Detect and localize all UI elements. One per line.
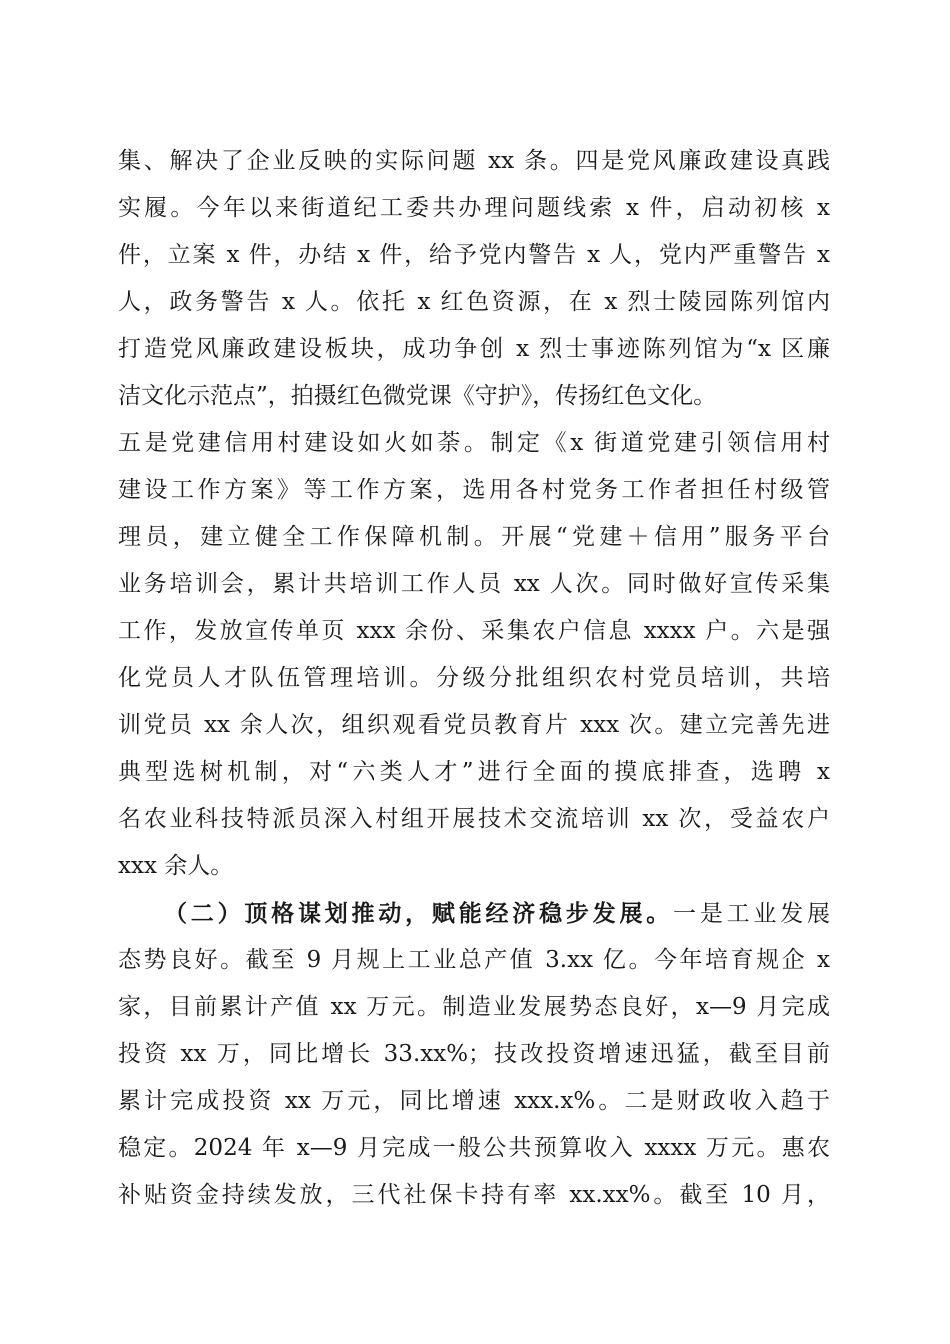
text-line: 建设工作方案》等工作方案，选用各村党务工作者担任村级管 bbox=[118, 477, 830, 503]
text-line: 投资 xx 万，同比增长 33.xx%；技改投资增速迅猛，截至目前 bbox=[118, 1041, 830, 1067]
text-line: 累计完成投资 xx 万元，同比增速 xxx.x%。二是财政收入趋于 bbox=[118, 1088, 830, 1114]
text-line: xxx 余人。 bbox=[118, 853, 234, 879]
section-heading: （二）顶格谋划推动，赋能经济稳步发展。 bbox=[164, 900, 674, 927]
text-line: 件，立案 x 件，办结 x 件，给予党内警告 x 人，党内严重警告 x bbox=[118, 242, 830, 268]
text-line: 实履。今年以来街道纪工委共办理问题线索 x 件，启动初核 x bbox=[118, 195, 830, 221]
text-line: 补贴资金持续发放，三代社保卡持有率 xx.xx%。截至 10 月， bbox=[118, 1182, 830, 1208]
text-segment: 一是工业发展 bbox=[673, 901, 831, 927]
text-line: 稳定。2024 年 x—9 月完成一般公共预算收入 xxxx 万元。惠农 bbox=[118, 1135, 830, 1161]
text-line: 五是党建信用村建设如火如荼。制定《x 街道党建引领信用村 bbox=[118, 430, 830, 456]
text-line: 集、解决了企业反映的实际问题 xx 条。四是党风廉政建设真践 bbox=[118, 148, 830, 174]
text-line: 态势良好。截至 9 月规上工业总产值 3.xx 亿。今年培育规企 x bbox=[118, 947, 830, 973]
text-line: 打造党风廉政建设板块，成功争创 x 烈士事迹陈列馆为“x 区廉 bbox=[118, 336, 830, 362]
text-line: 训党员 xx 余人次，组织观看党员教育片 xxx 次。建立完善先进 bbox=[118, 712, 830, 738]
text-line: 业务培训会，累计共培训工作人员 xx 人次。同时做好宣传采集 bbox=[118, 571, 830, 597]
text-line: 典型选树机制，对“六类人才”进行全面的摸底排查，选聘 x bbox=[118, 759, 830, 785]
text-line: 人，政务警告 x 人。依托 x 红色资源，在 x 烈士陵园陈列馆内 bbox=[118, 289, 830, 315]
body-text bbox=[118, 138, 830, 1219]
text-line: 家，目前累计产值 xx 万元。制造业发展势态良好，x—9 月完成 bbox=[118, 994, 830, 1020]
text-line: 洁文化示范点”，拍摄红色微党课《守护》，传扬红色文化。 bbox=[118, 383, 717, 409]
text-line: 工作，发放宣传单页 xxx 余份、采集农户信息 xxxx 户。六是强 bbox=[118, 618, 830, 644]
text-line: 名农业科技特派员深入村组开展技术交流培训 xx 次，受益农户 bbox=[118, 806, 830, 832]
section-heading-line bbox=[118, 890, 830, 937]
text-line: 理员，建立健全工作保障机制。开展“党建＋信用”服务平台 bbox=[118, 524, 830, 550]
text-line: 化党员人才队伍管理培训。分级分批组织农村党员培训，共培 bbox=[118, 665, 830, 691]
